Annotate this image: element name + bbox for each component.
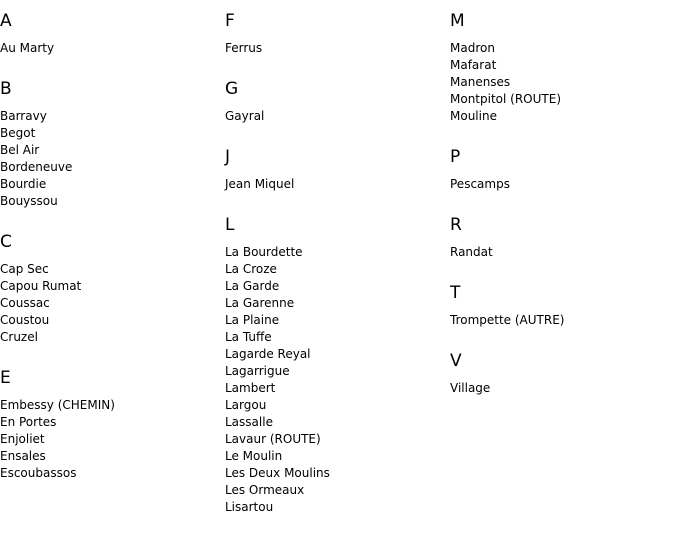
street-name-item[interactable]: Bel Air bbox=[0, 143, 40, 157]
street-index-column-2 bbox=[225, 0, 450, 538]
letter-group-a bbox=[0, 11, 225, 57]
street-list bbox=[450, 40, 675, 125]
street-list bbox=[0, 108, 225, 210]
street-name-item[interactable]: Manenses bbox=[450, 75, 511, 89]
street-name-item[interactable]: Embessy (CHEMIN) bbox=[0, 398, 115, 412]
street-name-item[interactable]: Bourdie bbox=[0, 177, 47, 191]
section-letter-heading: E bbox=[0, 368, 11, 388]
street-name-item[interactable]: Les Ormeaux bbox=[225, 483, 305, 497]
street-name-item[interactable]: Gayral bbox=[225, 109, 265, 123]
letter-group-t bbox=[450, 283, 675, 329]
street-name-item[interactable]: Ferrus bbox=[225, 41, 263, 55]
street-name-item[interactable]: Capou Rumat bbox=[0, 279, 82, 293]
street-name-item[interactable]: Trompette (AUTRE) bbox=[450, 313, 565, 327]
street-name-item[interactable]: Au Marty bbox=[0, 41, 55, 55]
street-name-item[interactable]: Bordeneuve bbox=[0, 160, 73, 174]
street-name-item[interactable]: La Garenne bbox=[225, 296, 295, 310]
street-name-item[interactable]: Lavaur (ROUTE) bbox=[225, 432, 321, 446]
street-list bbox=[0, 397, 225, 482]
letter-group-b bbox=[0, 79, 225, 210]
street-index-column-1 bbox=[0, 0, 225, 504]
letter-group-g bbox=[225, 79, 450, 125]
street-name-item[interactable]: Lagarrigue bbox=[225, 364, 290, 378]
letter-group-e bbox=[0, 368, 225, 482]
section-letter-heading: L bbox=[225, 215, 235, 235]
street-name-item[interactable]: Mafarat bbox=[450, 58, 497, 72]
street-name-item[interactable]: Lagarde Reyal bbox=[225, 347, 311, 361]
street-name-item[interactable]: Largou bbox=[225, 398, 267, 412]
street-name-item[interactable]: Le Moulin bbox=[225, 449, 283, 463]
section-letter-heading: G bbox=[225, 79, 239, 99]
section-letter-heading: B bbox=[0, 79, 12, 99]
street-name-item[interactable]: Coustou bbox=[0, 313, 50, 327]
street-name-item[interactable]: Randat bbox=[450, 245, 493, 259]
letter-group-j bbox=[225, 147, 450, 193]
letter-group-l bbox=[225, 215, 450, 516]
street-list bbox=[0, 40, 225, 57]
section-letter-heading: A bbox=[0, 11, 12, 31]
street-name-item[interactable]: La Tuffe bbox=[225, 330, 272, 344]
street-name-item[interactable]: Escoubassos bbox=[0, 466, 77, 480]
street-list bbox=[450, 312, 675, 329]
street-list bbox=[225, 40, 450, 57]
section-letter-heading: V bbox=[450, 351, 462, 371]
street-name-item[interactable]: En Portes bbox=[0, 415, 57, 429]
section-letter-heading: M bbox=[450, 11, 465, 31]
street-name-item[interactable]: Pescamps bbox=[450, 177, 510, 191]
section-letter-heading: C bbox=[0, 232, 12, 252]
street-name-item[interactable]: La Plaine bbox=[225, 313, 280, 327]
street-name-item[interactable]: Cap Sec bbox=[0, 262, 49, 276]
street-name-item[interactable]: La Garde bbox=[225, 279, 280, 293]
street-name-item[interactable]: Begot bbox=[0, 126, 36, 140]
letter-group-v bbox=[450, 351, 675, 397]
street-list bbox=[225, 176, 450, 193]
street-list bbox=[225, 108, 450, 125]
street-name-item[interactable]: Les Deux Moulins bbox=[225, 466, 330, 480]
street-name-item[interactable]: Coussac bbox=[0, 296, 50, 310]
section-letter-heading: R bbox=[450, 215, 462, 235]
street-name-item[interactable]: Enjoliet bbox=[0, 432, 45, 446]
street-name-item[interactable]: La Bourdette bbox=[225, 245, 303, 259]
section-letter-heading: F bbox=[225, 11, 235, 31]
street-list bbox=[225, 244, 450, 516]
street-list bbox=[450, 176, 675, 193]
street-name-item[interactable]: La Croze bbox=[225, 262, 277, 276]
street-name-item[interactable]: Cruzel bbox=[0, 330, 38, 344]
street-name-item[interactable]: Bouyssou bbox=[0, 194, 58, 208]
street-name-item[interactable]: Ensales bbox=[0, 449, 46, 463]
street-name-item[interactable]: Barravy bbox=[0, 109, 47, 123]
street-list bbox=[450, 244, 675, 261]
street-name-item[interactable]: Lisartou bbox=[225, 500, 274, 514]
street-name-item[interactable]: Lassalle bbox=[225, 415, 273, 429]
letter-group-p bbox=[450, 147, 675, 193]
street-name-item[interactable]: Village bbox=[450, 381, 491, 395]
street-name-item[interactable]: Montpitol (ROUTE) bbox=[450, 92, 561, 106]
street-index-column-3 bbox=[450, 0, 675, 419]
street-name-item[interactable]: Mouline bbox=[450, 109, 497, 123]
section-letter-heading: J bbox=[225, 147, 231, 167]
letter-group-c bbox=[0, 232, 225, 346]
letter-group-r bbox=[450, 215, 675, 261]
letter-group-m bbox=[450, 11, 675, 125]
section-letter-heading: T bbox=[450, 283, 461, 303]
letter-group-f bbox=[225, 11, 450, 57]
street-name-item[interactable]: Jean Miquel bbox=[225, 177, 295, 191]
street-list bbox=[0, 261, 225, 346]
section-letter-heading: P bbox=[450, 147, 461, 167]
street-name-item[interactable]: Madron bbox=[450, 41, 495, 55]
street-list bbox=[450, 380, 675, 397]
street-name-item[interactable]: Lambert bbox=[225, 381, 276, 395]
